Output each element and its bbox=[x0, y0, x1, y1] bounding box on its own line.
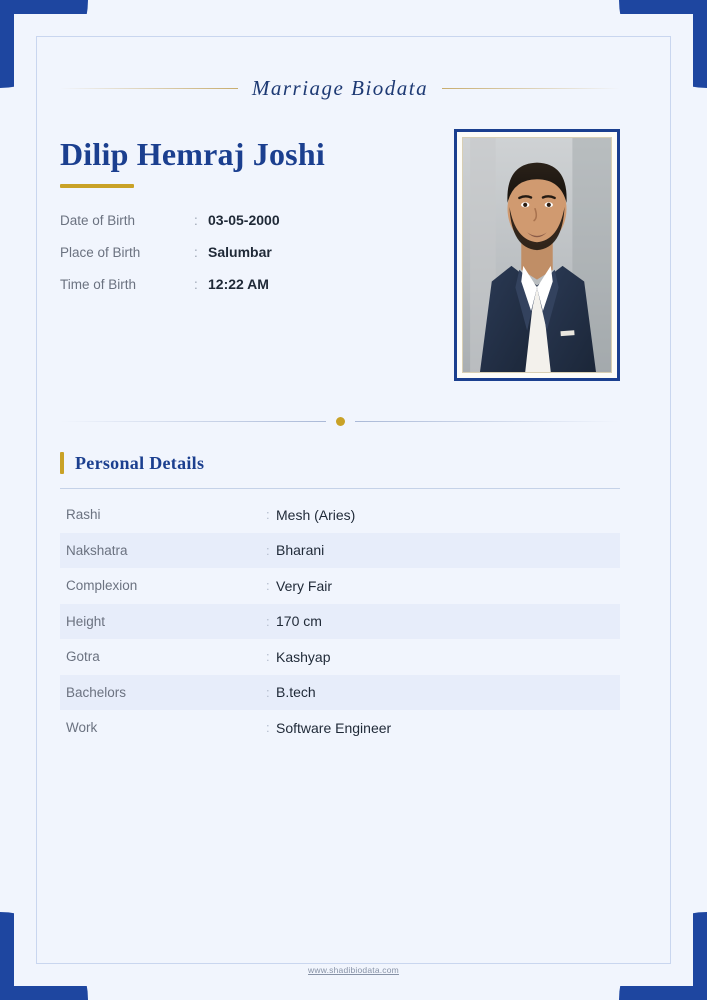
section-rule bbox=[60, 488, 620, 489]
page-title: Marriage Biodata bbox=[251, 76, 429, 100]
header-block bbox=[60, 129, 620, 381]
table-row bbox=[60, 710, 620, 746]
biodata-content bbox=[60, 0, 620, 746]
detail-label: Bachelors bbox=[66, 684, 127, 700]
footer bbox=[0, 960, 707, 978]
divider-line-right bbox=[355, 421, 621, 422]
divider-dot-icon bbox=[336, 417, 345, 426]
basic-detail-colon: : bbox=[194, 245, 198, 261]
basic-detail-label: Time of Birth bbox=[60, 277, 137, 293]
detail-value: Bharani bbox=[276, 542, 325, 559]
detail-colon: : bbox=[266, 720, 270, 736]
person-name: Dilip Hemraj Joshi bbox=[60, 136, 325, 172]
detail-label: Nakshatra bbox=[66, 542, 128, 558]
section-title: Personal Details bbox=[75, 452, 205, 473]
section-heading bbox=[60, 452, 620, 474]
photo-frame bbox=[454, 129, 620, 381]
name-block bbox=[60, 129, 325, 381]
detail-label: Height bbox=[66, 613, 106, 629]
detail-colon: : bbox=[266, 542, 270, 558]
basic-detail-colon: : bbox=[194, 213, 198, 229]
table-row bbox=[60, 497, 620, 533]
personal-details-section bbox=[60, 452, 620, 746]
table-row bbox=[60, 533, 620, 569]
portrait-photo bbox=[462, 137, 612, 373]
detail-label: Rashi bbox=[66, 507, 101, 523]
detail-label: Complexion bbox=[66, 578, 138, 594]
detail-value: B.tech bbox=[276, 684, 316, 701]
document-title-row bbox=[60, 76, 620, 101]
basic-detail-label: Place of Birth bbox=[60, 245, 141, 261]
table-row bbox=[60, 639, 620, 675]
basic-detail-row bbox=[60, 244, 325, 276]
footer-website-link[interactable]: www.shadibiodata.com bbox=[308, 965, 399, 975]
section-accent-bar bbox=[60, 452, 64, 474]
detail-value: Mesh (Aries) bbox=[276, 506, 356, 523]
detail-value: Kashyap bbox=[276, 648, 331, 665]
table-row bbox=[60, 568, 620, 604]
detail-colon: : bbox=[266, 613, 270, 629]
basic-detail-value: 03-05-2000 bbox=[208, 212, 280, 229]
detail-colon: : bbox=[266, 684, 270, 700]
detail-value: Software Engineer bbox=[276, 719, 392, 736]
basic-detail-value: Salumbar bbox=[208, 244, 272, 261]
detail-label: Gotra bbox=[66, 649, 100, 665]
detail-colon: : bbox=[266, 649, 270, 665]
detail-colon: : bbox=[266, 507, 270, 523]
table-row bbox=[60, 675, 620, 711]
divider-line-left bbox=[60, 421, 326, 422]
basic-details-list bbox=[60, 212, 325, 308]
portrait-illustration bbox=[463, 138, 611, 372]
section-divider bbox=[60, 417, 620, 426]
detail-label: Work bbox=[66, 720, 98, 736]
detail-value: 170 cm bbox=[276, 613, 322, 630]
name-underline bbox=[60, 184, 134, 188]
basic-detail-colon: : bbox=[194, 277, 198, 293]
basic-detail-label: Date of Birth bbox=[60, 213, 136, 229]
detail-value: Very Fair bbox=[276, 577, 333, 594]
personal-details-table bbox=[60, 497, 620, 746]
title-rule-right bbox=[442, 88, 620, 89]
detail-colon: : bbox=[266, 578, 270, 594]
basic-detail-row bbox=[60, 276, 325, 308]
table-row bbox=[60, 604, 620, 640]
title-rule-left bbox=[60, 88, 238, 89]
basic-detail-row bbox=[60, 212, 325, 244]
basic-detail-value: 12:22 AM bbox=[208, 276, 269, 293]
